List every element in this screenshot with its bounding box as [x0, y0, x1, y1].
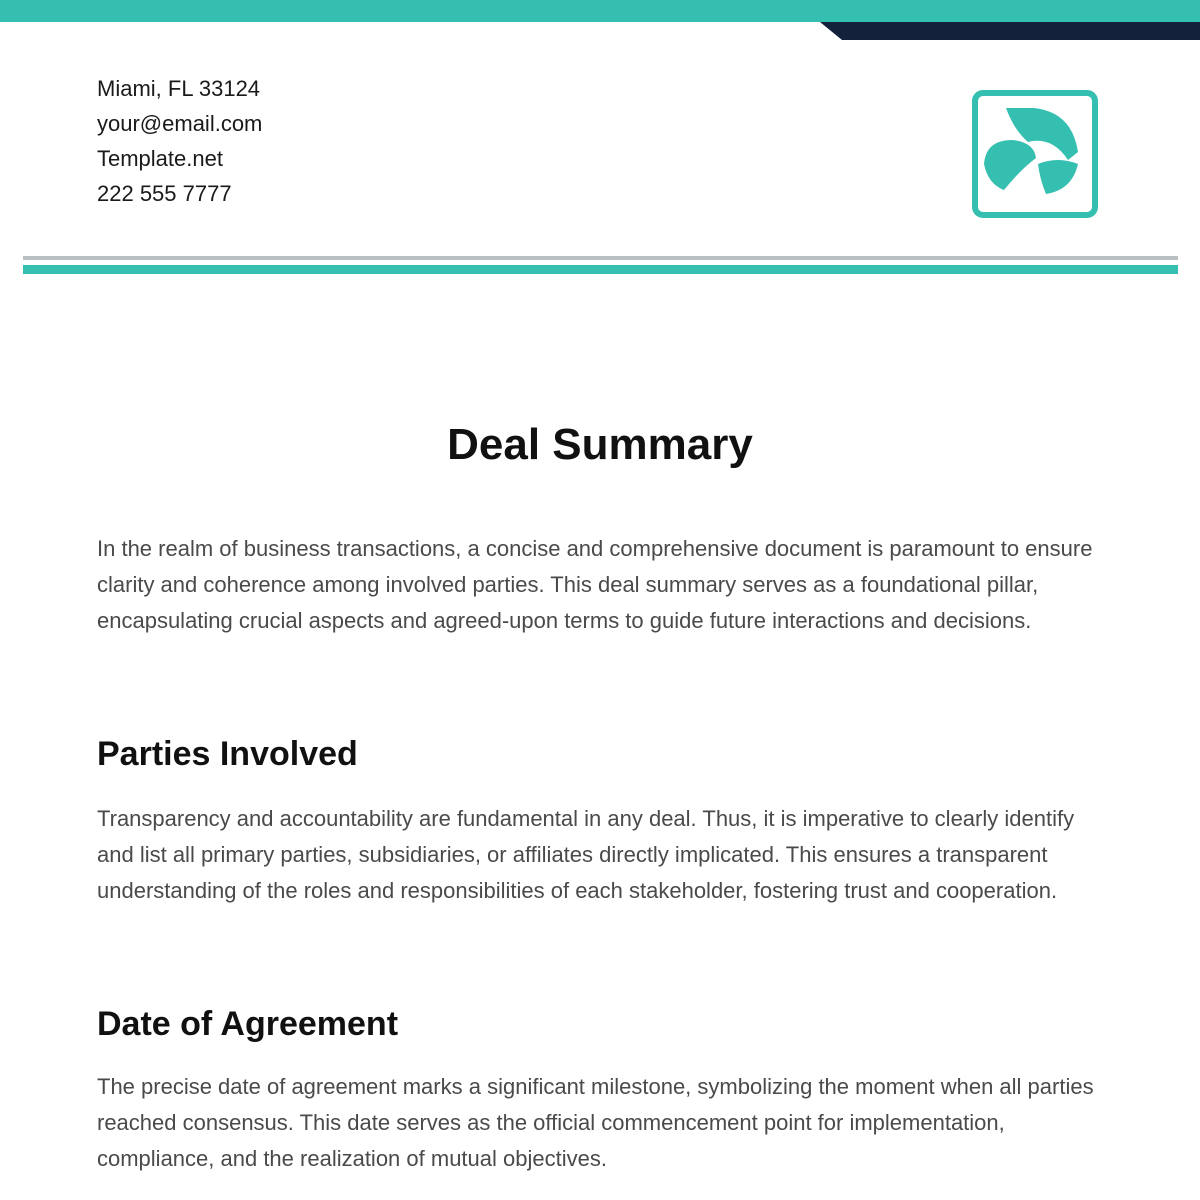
contact-block	[97, 71, 262, 211]
contact-email: your@email.com	[97, 111, 263, 136]
divider-gray-rule	[23, 256, 1178, 260]
contact-phone: 222 555 7777	[97, 181, 232, 206]
document-title: Deal Summary	[447, 420, 753, 469]
contact-address: Miami, FL 33124	[97, 76, 261, 101]
logo-lower-leaf	[984, 140, 1036, 190]
intro-paragraph: In the realm of business transactions, a concise and comprehensive document is paramount to ensure clarity and coherence among involved parties. This deal summary serves as a foundational pillar, encapsulating crucial aspects and agreed-upon terms to guide future interactions and decisions.	[97, 536, 1093, 633]
section-body-date: The precise date of agreement marks a significant milestone, symbolizing the moment when all parties reached consensus. This date serves as the official commencement point for implementation, compliance, and the realization of mutual objectives.	[97, 1074, 1094, 1171]
teal-band	[0, 0, 1200, 22]
section-body-parties: Transparency and accountability are fundamental in any deal. Thus, it is imperative to clearly identify and list all primary parties, subsidiaries, or affiliates directly implicated. This ensures a transparent understanding of the roles and responsibilities of each stakeholder, fostering trust and cooperation.	[97, 806, 1075, 903]
dark-band	[820, 22, 1200, 40]
company-logo-icon	[972, 90, 1098, 218]
header-divider	[23, 256, 1178, 276]
logo-right-leaf	[1038, 160, 1078, 194]
top-decorative-band	[0, 0, 1200, 40]
section-heading-date: Date of Agreement	[97, 1005, 399, 1043]
contact-website: Template.net	[97, 146, 223, 171]
divider-teal-rule	[23, 265, 1178, 274]
section-heading-parties: Parties Involved	[97, 735, 358, 773]
